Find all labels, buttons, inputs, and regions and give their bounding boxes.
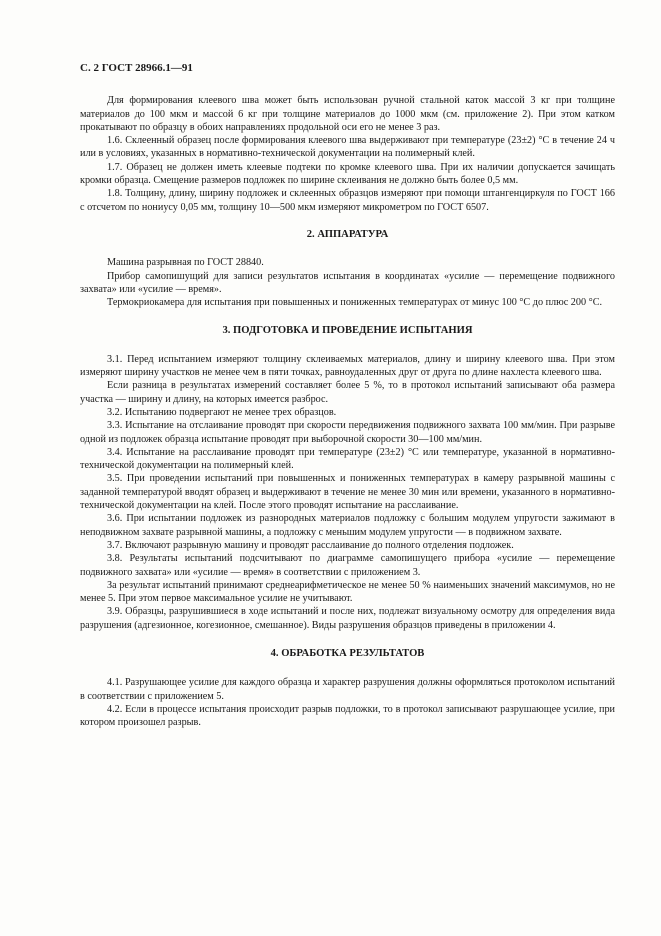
paragraph-3-5: 3.5. При проведении испытаний при повышенных и пониженных температурах в камеру разрывной машины с заданной температурой вводят образец и выдерживают в течение не менее 30 мин или времени, указанного в нормативно-технической документации на клей. После этого проводят испытание на расслаивание. — [80, 473, 615, 512]
paragraph-3-1: 3.1. Перед испытанием измеряют толщину склеиваемых материалов, длину и ширину клеевого шва. При этом измеряют ширину участков не менее чем в пяти точках, равноудаленных друг от друга по длине нахлеста клеевого шва. — [80, 353, 615, 379]
paragraph-3-6: 3.6. При испытании подложек из разнородных материалов подложку с большим модулем упругости зажимают в неподвижном захвате разрывной машины, а подложку с меньшим модулем упругости — в подвижном захвате. — [80, 513, 615, 538]
paragraph-1-7: 1.7. Образец не должен иметь клеевые подтеки по кромке клеевого шва. При их наличии допускается зачищать кромки образца. Смещение размеров подложек по ширине склеивания не должно быть более 0,5 мм. — [80, 161, 615, 187]
paragraph-3-8: 3.8. Результаты испытаний подсчитывают по диаграмме самопишущего прибора «усилие — перемещение подвижного захвата» или «усилие — время» в соответствии с приложением 3. — [80, 553, 615, 578]
section-3-title: 3. ПОДГОТОВКА И ПРОВЕДЕНИЕ ИСПЫТАНИЯ — [222, 325, 473, 337]
paragraph-1-8: 1.8. Толщину, длину, ширину подложек и склеенных образцов измеряют при помощи штангенциркуля по ГОСТ 166 с отсчетом по нониусу 0,05 мм, толщину 10—500 мкм измеряют микрометром по ГОСТ 6507. — [80, 188, 615, 213]
paragraph-4-1: 4.1. Разрушающее усилие для каждого образца и характер разрушения должны оформляться протоколом испытаний в соответствии с приложением 5. — [80, 677, 615, 702]
paragraph-3-2: 3.2. Испытанию подвергают не менее трех образцов. — [107, 406, 337, 418]
paragraph-1-6: 1.6. Склеенный образец после формирования клеевого шва выдерживают при температуре (23±2) °С в течение 24 ч или в условиях, указанных в нормативно-технической документации на полимерный клей. — [80, 135, 615, 160]
paragraph: Машина разрывная по ГОСТ 28840. — [107, 257, 264, 269]
document-page — [80, 62, 615, 729]
paragraph: За результат испытаний принимают среднеарифметическое не менее 50 % наименьших значений максимумов, но не менее 5. При этом первое максимальное усилие не учитывают. — [80, 579, 615, 605]
paragraph: Термокриокамера для испытания при повышенных и пониженных температурах от минус 100 °С до плюс 200 °С. — [107, 297, 603, 309]
paragraph-3-7: 3.7. Включают разрывную машину и проводят расслаивание до полного отделения подложек. — [107, 539, 514, 551]
paragraph: Прибор самопишущий для записи результатов испытания в координатах «усилие — перемещение подвижного захвата» или «усилие — время». — [80, 270, 615, 295]
paragraph-3-9: 3.9. Образцы, разрушившиеся в ходе испытаний и после них, подлежат визуальному осмотру для определения вида разрушения (адгезионное, когезионное, смешанное). Виды разрушения образцов приведены в приложении 4. — [80, 606, 615, 631]
paragraph-3-3: 3.3. Испытание на отслаивание проводят при скорости передвижения подвижного захвата 100 мм/мин. При разрыве одной из подложек образца испытание проводят при выборочной скорости 30—100 мм/мин. — [80, 420, 615, 445]
paragraph: Для формирования клеевого шва может быть использован ручной стальной каток массой 3 кг при толщине материалов до 100 мкм и массой 6 кг при толщине материалов до 1000 мкм (см. приложение 2). При этом катком прокатывают по образцу в обоих направлениях продольной оси его не менее 3 раз. — [80, 95, 615, 133]
paragraph-4-2: 4.2. Если в процессе испытания происходит разрыв подложки, то в протокол записывают разрушающее усилие, при котором произошел разрыв. — [80, 703, 615, 729]
section-4-title: 4. ОБРАБОТКА РЕЗУЛЬТАТОВ — [270, 647, 425, 659]
paragraph: Если разница в результатах измерений составляет более 5 %, то в протокол испытаний записывают оба размера участка — ширину и длину, на которых имеется разброс. — [80, 380, 615, 405]
paragraph-3-4: 3.4. Испытание на расслаивание проводят при температуре (23±2) °С или температуре, указанной в нормативно-технической документации на полимерный клей. — [80, 446, 615, 472]
page-header: С. 2 ГОСТ 28966.1—91 — [80, 62, 193, 74]
section-2-title: 2. АППАРАТУРА — [306, 228, 389, 240]
